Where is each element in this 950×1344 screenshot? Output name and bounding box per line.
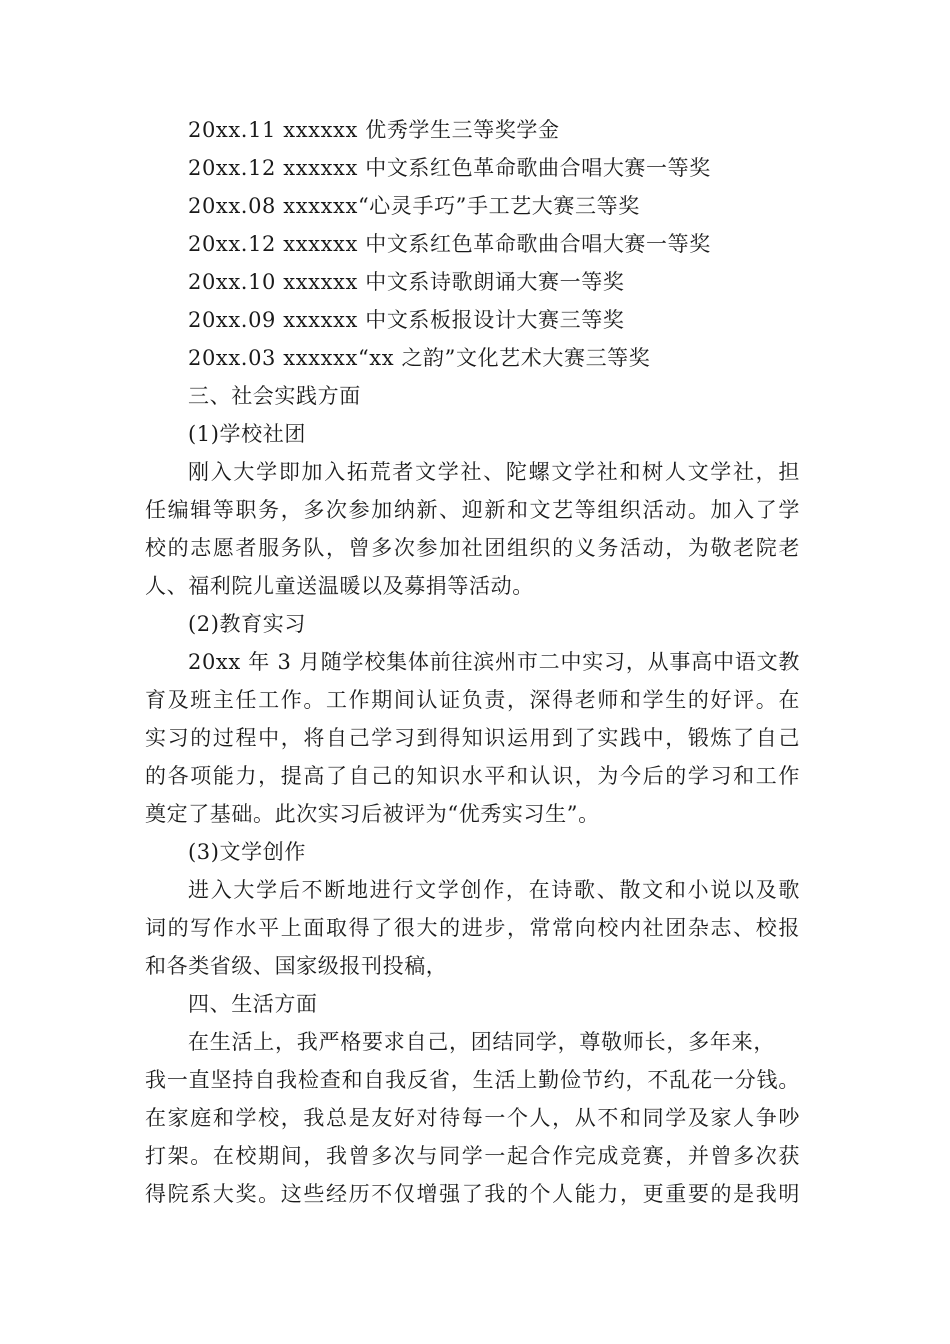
- award-line: 20xx.11 xxxxxx 优秀学生三等奖学金: [188, 118, 560, 142]
- award-line: 20xx.09 xxxxxx 中文系板报设计大赛三等奖: [188, 308, 625, 332]
- section-heading: 三、社会实践方面: [188, 384, 361, 408]
- award-line: 20xx.12 xxxxxx 中文系红色革命歌曲合唱大赛一等奖: [188, 232, 711, 256]
- paragraph-line: 实习的过程中，将自己学习到得知识运用到了实践中，锻炼了自己: [145, 726, 800, 750]
- paragraph-line: 奠定了基础。此次实习后被评为“优秀实习生”。: [145, 802, 600, 826]
- award-line: 20xx.10 xxxxxx 中文系诗歌朗诵大赛一等奖: [188, 270, 625, 294]
- paragraph-line: 刚入大学即加入拓荒者文学社、陀螺文学社和树人文学社，担: [188, 460, 800, 484]
- paragraph-line: 的各项能力，提高了自己的知识水平和认识，为今后的学习和工作: [145, 764, 800, 788]
- award-line: 20xx.03 xxxxxx“xx 之韵”文化艺术大赛三等奖: [188, 346, 651, 370]
- subsection-heading: (3)文学创作: [188, 840, 306, 864]
- section-heading: 四、生活方面: [188, 992, 318, 1016]
- paragraph-line: 和各类省级、国家级报刊投稿，: [145, 954, 448, 978]
- subsection-heading: (1)学校社团: [188, 422, 306, 446]
- subsection-heading: (2)教育实习: [188, 612, 306, 636]
- award-line: 20xx.08 xxxxxx“心灵手巧”手工艺大赛三等奖: [188, 194, 640, 218]
- paragraph-line: 打架。在校期间，我曾多次与同学一起合作完成竞赛，并曾多次获: [145, 1144, 800, 1168]
- paragraph-line: 任编辑等职务，多次参加纳新、迎新和文艺等组织活动。加入了学: [145, 498, 800, 522]
- paragraph-line: 人、福利院儿童送温暖以及募捐等活动。: [145, 574, 534, 598]
- award-line: 20xx.12 xxxxxx 中文系红色革命歌曲合唱大赛一等奖: [188, 156, 711, 180]
- paragraph-line: 进入大学后不断地进行文学创作，在诗歌、散文和小说以及歌: [188, 878, 800, 902]
- paragraph-line: 20xx 年 3 月随学校集体前往滨州市二中实习，从事高中语文教: [188, 650, 800, 674]
- paragraph-line: 育及班主任工作。工作期间认证负责，深得老师和学生的好评。在: [145, 688, 800, 712]
- paragraph-line: 词的写作水平上面取得了很大的进步，常常向校内社团杂志、校报: [145, 916, 800, 940]
- paragraph-line: 校的志愿者服务队，曾多次参加社团组织的义务活动，为敬老院老: [145, 536, 800, 560]
- paragraph-line: 在家庭和学校，我总是友好对待每一个人，从不和同学及家人争吵: [145, 1106, 800, 1130]
- paragraph-line: 得院系大奖。这些经历不仅增强了我的个人能力，更重要的是我明: [145, 1182, 800, 1206]
- paragraph-line: 在生活上，我严格要求自己，团结同学，尊敬师长，多年来，: [188, 1030, 775, 1054]
- paragraph-line: 我一直坚持自我检查和自我反省，生活上勤俭节约，不乱花一分钱。: [145, 1068, 800, 1092]
